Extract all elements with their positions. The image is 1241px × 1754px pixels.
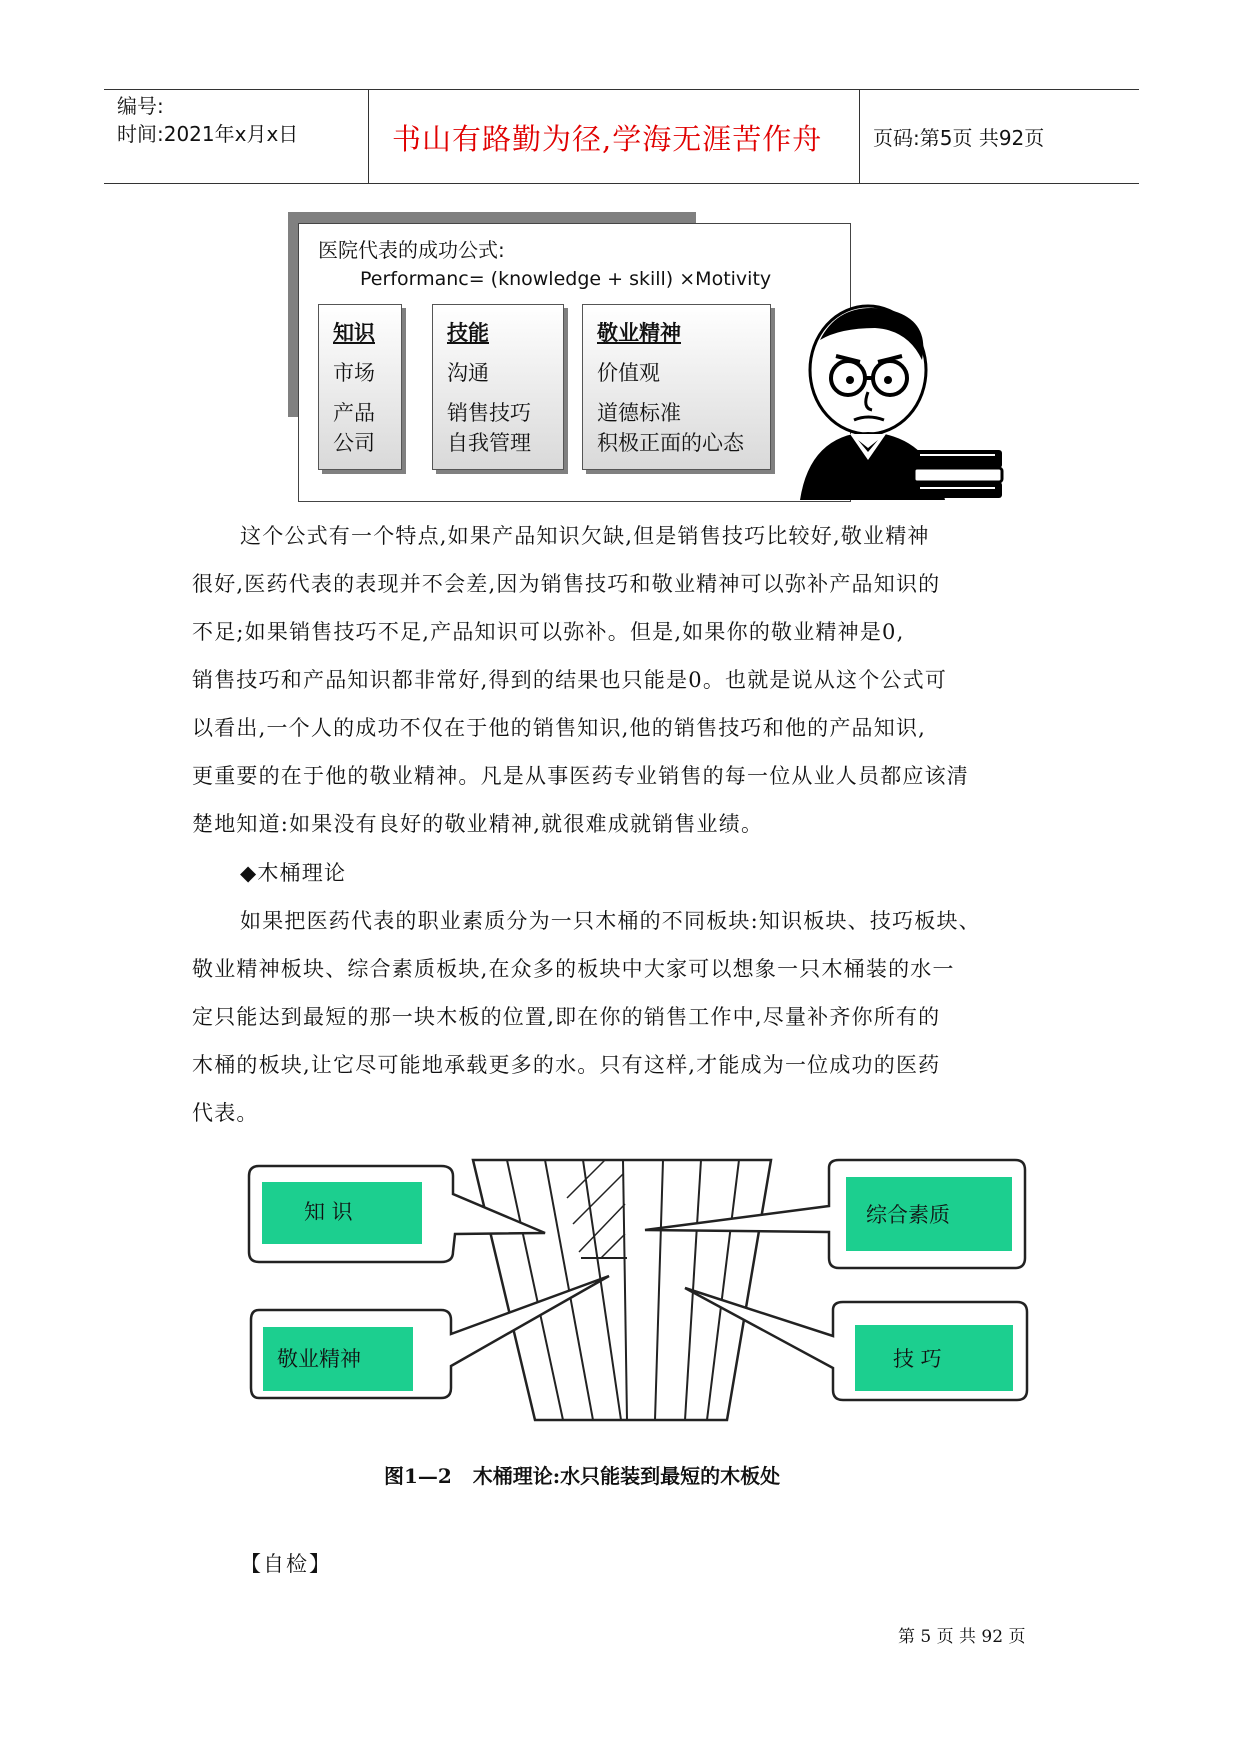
paragraph-line: 更重要的在于他的敬业精神。凡是从事医药专业销售的每一位从业人员都应该清 <box>192 764 969 788</box>
paragraph-barrel-theory <box>192 897 1062 1137</box>
barrel-label-quality-text: 综合素质 <box>866 1203 950 1227</box>
header-code-label: 编号: <box>117 94 164 118</box>
formula-box-item: 沟通 <box>447 361 489 385</box>
paragraph-line: 以看出,一个人的成功不仅在于他的销售知识,他的销售技巧和他的产品知识, <box>192 716 927 740</box>
formula-figure-title: 医院代表的成功公式: <box>318 238 505 262</box>
barrel-label-dedication <box>263 1327 413 1391</box>
formula-box-item: 价值观 <box>597 361 660 385</box>
header-motto: 书山有路勤为径,学海无涯苦作舟 <box>392 122 823 156</box>
barrel-label-knowledge <box>262 1182 422 1244</box>
paragraph-line: 很好,医药代表的表现并不会差,因为销售技巧和敬业精神可以弥补产品知识的 <box>192 572 941 596</box>
paragraph-line: 楚地知道:如果没有良好的敬业精神,就很难成就销售业绩。 <box>192 812 764 836</box>
paragraph-line: 销售技巧和产品知识都非常好,得到的结果也只能是0。也就是说从这个公式可 <box>192 668 948 692</box>
header-divider-right <box>859 89 860 184</box>
paragraph-line: 不足;如果销售技巧不足,产品知识可以弥补。但是,如果你的敬业精神是0, <box>192 620 905 644</box>
paragraph-line: 敬业精神板块、综合素质板块,在众多的板块中大家可以想象一只木桶装的水一 <box>192 957 955 981</box>
paragraph-line: 如果把医药代表的职业素质分为一只木桶的不同板块:知识板块、技巧板块、 <box>240 909 981 933</box>
formula-box-item: 道德标准 <box>597 401 681 425</box>
barrel-label-dedication-text: 敬业精神 <box>277 1347 361 1371</box>
paragraph-line: 木桶的板块,让它尽可能地承载更多的水。只有这样,才能成为一位成功的医药 <box>192 1053 941 1077</box>
paragraph-line: 定只能达到最短的那一块木板的位置,即在你的销售工作中,尽量补齐你所有的 <box>192 1005 941 1029</box>
formula-text: Performanc= (knowledge + skill) ×Motivity <box>360 268 772 290</box>
formula-box-item: 产品 <box>333 401 375 425</box>
header-bottom-rule <box>104 183 1139 184</box>
formula-box-item: 市场 <box>333 361 375 385</box>
header-page-label: 页码:第5页 共92页 <box>873 126 1045 150</box>
formula-box-skill <box>432 304 564 470</box>
formula-box-dedication <box>582 304 771 470</box>
formula-box-item: 自我管理 <box>447 431 531 455</box>
formula-box-title: 知识 <box>333 321 375 345</box>
professor-cartoon-illustration <box>780 300 1005 500</box>
barrel-figure-caption: 图1—2 木桶理论:水只能装到最短的木板处 <box>384 1464 781 1488</box>
paragraph-formula-explanation <box>192 512 1062 848</box>
barrel-label-quality <box>846 1177 1012 1251</box>
header-top-rule <box>104 89 1139 90</box>
self-check-heading: 【自检】 <box>240 1552 332 1576</box>
paragraph-line: 代表。 <box>192 1101 259 1125</box>
formula-box-item: 销售技巧 <box>447 401 531 425</box>
paragraph-line: 这个公式有一个特点,如果产品知识欠缺,但是销售技巧比较好,敬业精神 <box>240 524 930 548</box>
header-time-label: 时间:2021年x月x日 <box>117 122 299 146</box>
page-footer: 第 5 页 共 92 页 <box>898 1627 1026 1647</box>
formula-box-knowledge <box>318 304 402 470</box>
formula-box-title: 敬业精神 <box>597 321 681 345</box>
barrel-label-skill <box>855 1325 1013 1391</box>
formula-box-item: 公司 <box>333 431 375 455</box>
barrel-label-knowledge-text: 知 识 <box>304 1200 353 1224</box>
barrel-label-skill-text: 技 巧 <box>893 1347 942 1371</box>
section-title-barrel-theory: ◆木桶理论 <box>240 861 347 885</box>
formula-box-item: 积极正面的心态 <box>597 431 744 455</box>
formula-box-title: 技能 <box>447 321 489 345</box>
header-divider-left <box>368 89 369 184</box>
